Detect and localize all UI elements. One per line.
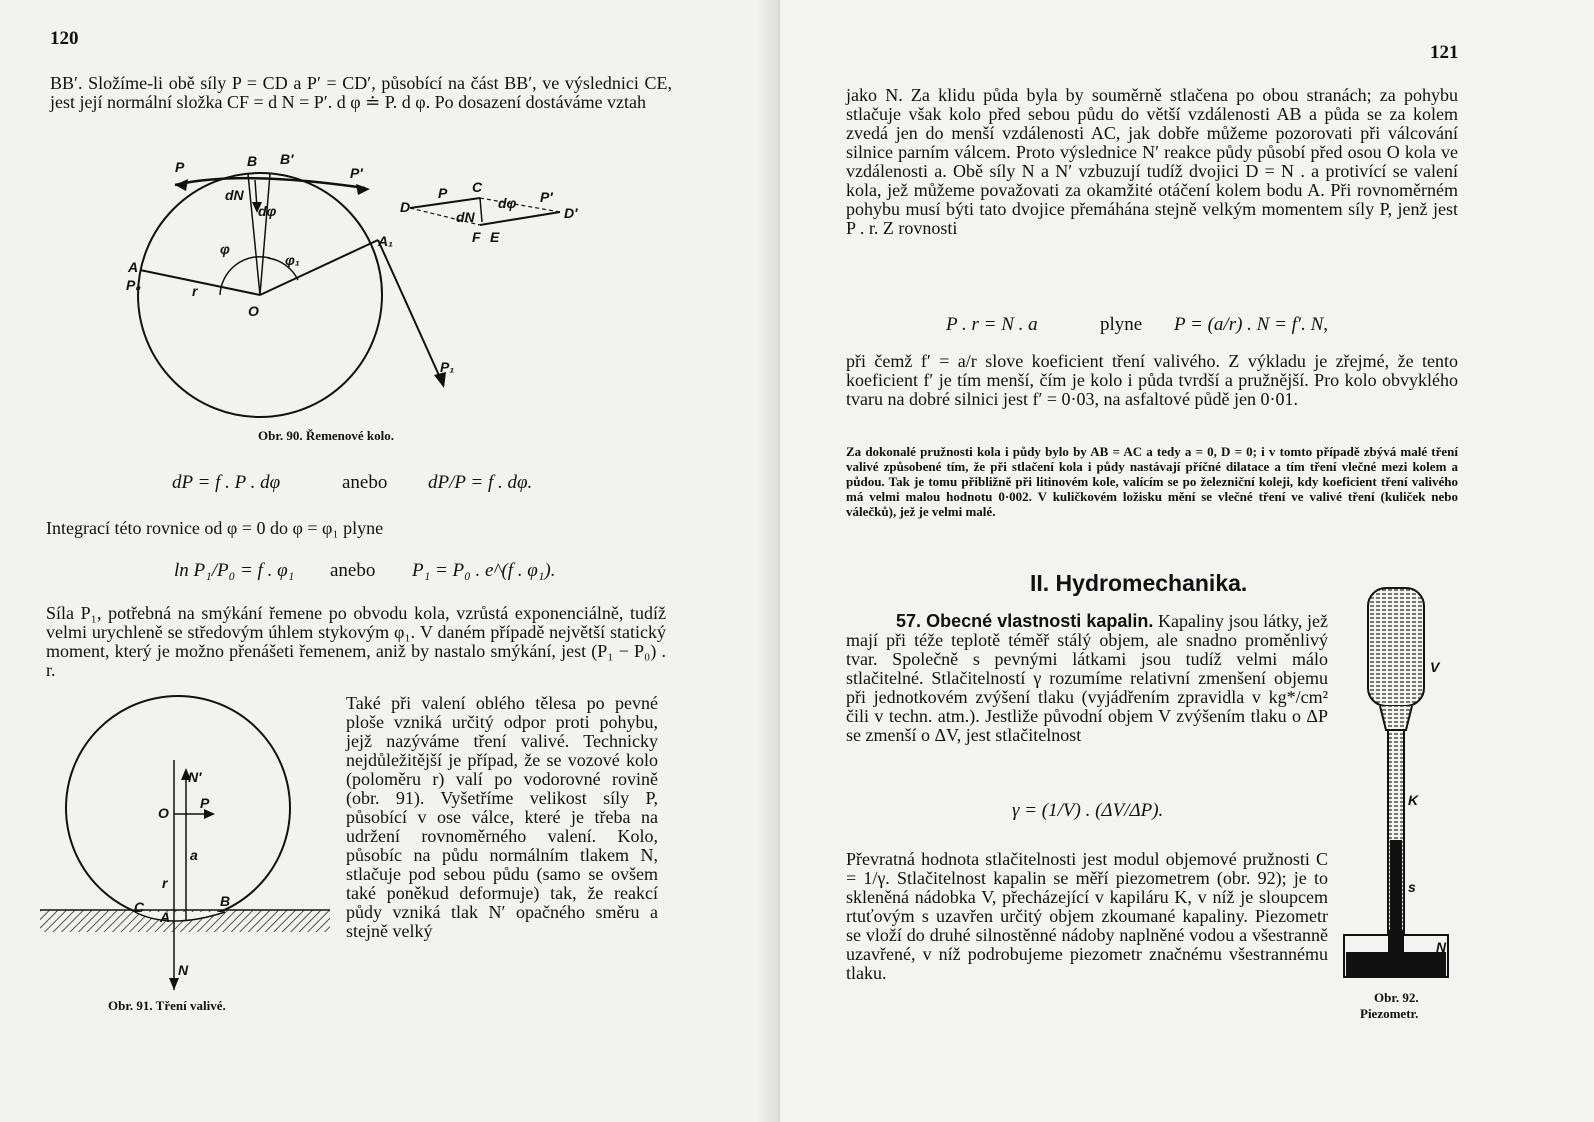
right-eq-right: P = (a/r) . N = f′. N, — [1174, 314, 1329, 335]
fig90-label-b-prime: B′ — [280, 151, 294, 167]
right-para-3: Převratná hodnota stlačitelnosti jest modul objemové pružnosti C = 1/γ. Stlačitelnost kapalin se měří piezometrem (obr. 92); je to skleněná nádobka V, přecházející v kapiláru K, v níž je sloupcem rtuťovým s uzavřen určitý objem zkoumané kapaliny. Piezometr se vloží do druhé silnostěnné nádoby naplněné vodou a všestranně uzavřené, v níž podrobujeme piezometr značnému všestrannému tlaku. — [846, 849, 1328, 983]
fig91-label-n-prime: N′ — [188, 769, 202, 785]
fig90-inset-dn: dN — [456, 209, 475, 225]
fig90-label-p-prime: P′ — [350, 165, 363, 181]
fig91-label-o: O — [158, 805, 169, 821]
page-number-left: 120 — [50, 28, 79, 49]
fig90-label-p: P — [175, 159, 185, 175]
fig90-inset-d-prime: D′ — [564, 205, 578, 221]
eq2-mid: anebo — [330, 560, 376, 581]
fig90-inset-e: E — [490, 229, 500, 245]
figure-92-piezometer — [1340, 580, 1450, 1000]
fig90-inset-dphi: dφ — [498, 195, 517, 211]
eq-gamma: γ = (1/V) . (ΔV/ΔP). — [1012, 800, 1164, 821]
fig91-caption: Obr. 91. Tření valivé. — [108, 998, 226, 1013]
eq1-mid: anebo — [342, 472, 388, 493]
eq1-right: dP/P = f . dφ. — [428, 472, 533, 493]
section-heading-hydromechanika: II. Hydromechanika. — [1030, 570, 1248, 596]
figure-90-belt-pulley — [120, 150, 660, 430]
right-eq-mid: plyne — [1100, 314, 1143, 335]
left-page — [0, 0, 780, 1122]
section-57-title: 57. Obecné vlastnosti kapalin. — [896, 611, 1154, 631]
fig90-inset-f: F — [472, 229, 481, 245]
column-text-valeni: Také při valení oblého tělesa po pevné ploše vzniká určitý odpor proti pohybu, jejž nazýváme tření valivé. Technicky nejdůležitější je případ, že se vozové kolo (poloměru r) valí po vodorovné rovině (obr. 91). Vyšetříme velikost síly P, působící v ose válce, které je třeba na udržení rovnoměrného valení. Kolo, působíc na půdu normálním tlakem N, stlačuje pod sebou půdu (samo se ovšem také poněkud deformuje) tak, že reakcí půdy vzniká tlak N′ opačného směru a stejně velký — [346, 693, 658, 941]
fig91-label-a: A — [160, 909, 171, 925]
fig92-label-v: V — [1430, 659, 1440, 675]
fig92-caption-2: Piezometr. — [1360, 1006, 1419, 1021]
right-small-para: Za dokonalé pružnosti kola i půdy bylo by AB = AC a tedy a = 0, D = 0; i v tomto případě zbývá malé tření valivé způsobené tím, že při stlačení kola i půdy nastávají příčné dilatace a tím tření vlečné mezi kolem a půdou. Tak je tomu přibližně při litinovém kole, valícím se po železniční koleji, kdy koeficient tření valivého má velmi malou hodnotu 0·002. V kuličkovém ložisku mění se vlečné tření ve valivé tření (kuliček nebo válečků), jež je velmi malé. — [846, 444, 1458, 519]
fig90-inset-d: D — [400, 199, 411, 215]
fig90-label-phi1: φ₁ — [285, 252, 300, 268]
fig90-caption: Obr. 90. Řemenové kolo. — [258, 428, 395, 443]
fig90-label-a1: A₁ — [378, 233, 394, 249]
fig92-caption-1: Obr. 92. — [1374, 990, 1419, 1005]
right-para-2: při čemž f′ = a/r slove koeficient tření valivého. Z výkladu je zřejmé, že tento koeficient f′ je tím menší, čím je kolo i půda tvrdší a pružnější. Pro kolo obvyklého tvaru na dobré silnici jest f′ = 0·03, na asfaltové půdě jen 0·01. — [846, 351, 1458, 409]
left-intro-text: BB′. Složíme-li obě síly P = CD a P′ = CD′, působící na část BB′, ve výslednici CE, jest její normální složka CF = d N = P′. d φ ≐ P. d φ. Po dosazení dostáváme vztah — [50, 73, 672, 112]
fig92-label-s: s — [1408, 879, 1416, 895]
integration-text: Integrací této rovnice od φ = 0 do φ = φ₁ plyne — [46, 518, 384, 538]
fig90-inset-c: C — [472, 179, 483, 195]
right-page — [780, 0, 1594, 1122]
fig92-label-k: K — [1408, 792, 1419, 808]
figure-91-rolling-friction — [40, 690, 340, 990]
fig90-label-dn: dN — [225, 187, 244, 203]
fig90-inset-p-prime: P′ — [540, 189, 553, 205]
fig91-label-a-small: a — [190, 847, 198, 863]
fig91-label-p: P — [200, 795, 210, 811]
right-para-1: jako N. Za klidu půda byla by souměrně stlačena po obou stranách; za pohybu stlačuje však kolo před sebou půdu do větší vzdálenosti AB a půda se za kolem zvedá jen do menší vzdálenosti AC, jak dobře můžeme pozorovati při válcování silnice parním válcem. Proto výslednice N′ reakce půdy působí před osou O kola ve vzdálenosti a. Obě síly N a N′ vzbuzují tudíž dvojici D = N . a protivící se valení kola, jež můžeme považovati za okamžité otáčení kolem bodu A. Při rovnoměrném pohybu musí býti tato dvojice přemáhána stejně velkým momentem síly P, jenž jest P . r. Z rovnosti — [846, 85, 1458, 238]
eq2-left: ln P₁/P₀ = f . φ₁ — [174, 560, 295, 581]
fig91-label-n: N — [178, 962, 189, 978]
fig90-label-r: r — [192, 283, 198, 299]
fig92-label-n: N — [1436, 939, 1447, 955]
fig90-label-p1: P₁ — [440, 359, 455, 375]
fig91-label-r: r — [162, 875, 168, 891]
fig90-label-b: B — [247, 153, 258, 169]
fig90-label-p0: P₀ — [126, 277, 141, 293]
fig90-label-phi: φ — [220, 241, 230, 257]
page-number-right: 121 — [1430, 42, 1459, 63]
fig91-label-b: B — [220, 893, 231, 909]
fig90-label-dphi: dφ — [258, 203, 277, 219]
eq1-left: dP = f . P . dφ — [172, 472, 281, 493]
right-eq-left: P . r = N . a — [946, 314, 1038, 335]
fig90-label-o: O — [248, 303, 259, 319]
fig90-inset-p: P — [438, 185, 448, 201]
section-57 — [846, 612, 1328, 745]
eq2-right: P₁ = P₀ . e^(f . φ₁). — [412, 560, 556, 581]
fig90-label-a: A — [128, 259, 139, 275]
para-sila: Síla P₁, potřebná na smýkání řemene po obvodu kola, vzrůstá exponenciálně, tudíž velmi urychleně se středovým úhlem stykovým φ₁. V daném případě největší statický moment, který je možno přenášeti řemenem, aniž by nastalo smýkání, jest (P₁ − P₀) . r. — [46, 603, 666, 680]
section-57-text: Kapaliny jsou látky, jež mají při téže teplotě téměř stálý objem, ale snadno proměnlivý tvar. Společně s pevnými látkami jsou tudíž velmi málo stlačitelné. Stlačitelností γ rozumíme relativní zmenšení objemu při jednotkovém zvýšení tlaku (vyjádřením zpravidla v kg*/cm² čili v techn. atm.). Jestliže původní objem V zvýšením tlaku o ΔP se zmenší o ΔV, jest stlačitelnost — [846, 611, 1328, 745]
fig91-label-c: C — [134, 899, 145, 915]
